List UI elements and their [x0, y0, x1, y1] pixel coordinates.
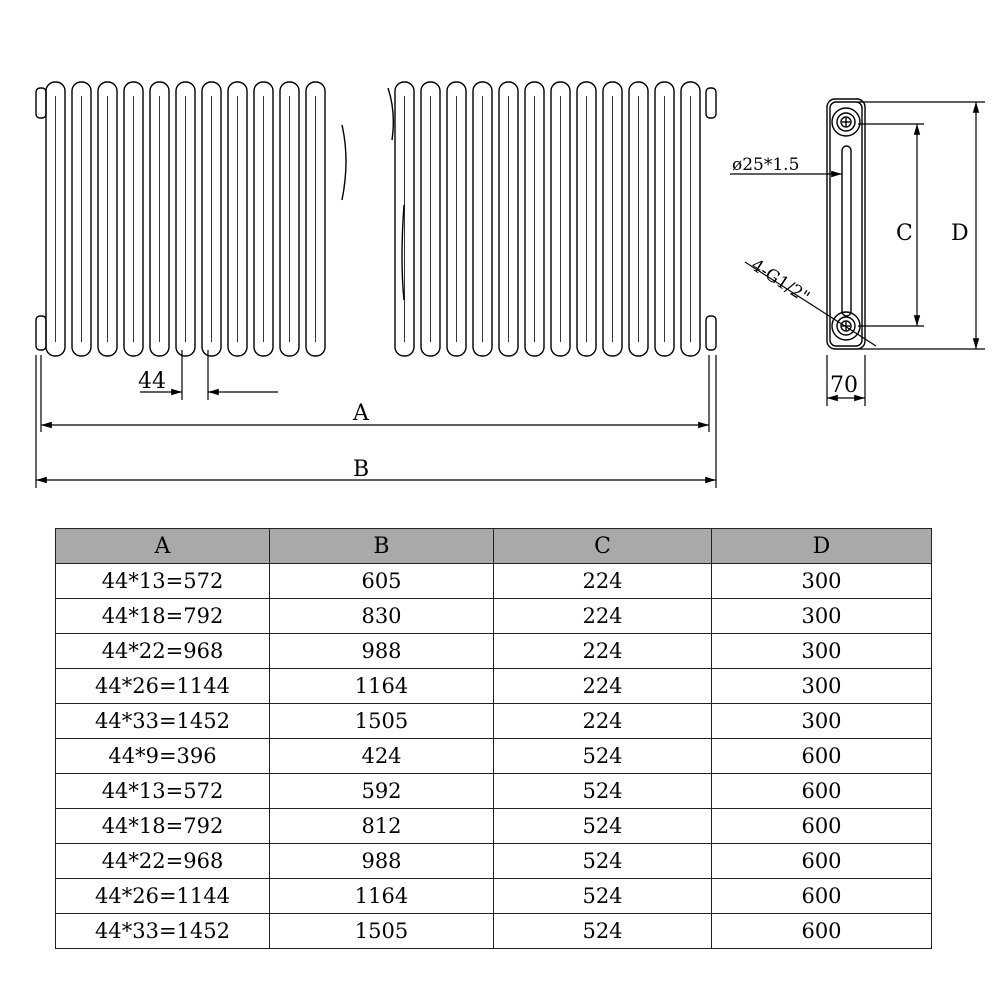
header-d: D — [712, 529, 932, 564]
connection-label: 4-G1/2" — [747, 255, 813, 308]
radiator-column — [202, 82, 221, 356]
radiator-column — [124, 82, 143, 356]
radiator-column — [98, 82, 117, 356]
radiator-column — [421, 82, 440, 356]
cell-a: 44*33=1452 — [56, 704, 270, 739]
side-slot — [842, 146, 851, 316]
radiator-column — [681, 82, 700, 356]
table-row — [56, 704, 932, 739]
cell-b: 424 — [270, 739, 494, 774]
radiator-column — [72, 82, 91, 356]
cell-a: 44*33=1452 — [56, 914, 270, 949]
cell-d: 300 — [712, 669, 932, 704]
header-a: A — [56, 529, 270, 564]
radiator-column — [551, 82, 570, 356]
table-header-row — [56, 529, 932, 564]
cell-d: 300 — [712, 599, 932, 634]
radiator-column — [629, 82, 648, 356]
radiator-column — [176, 82, 195, 356]
cell-c: 524 — [494, 739, 712, 774]
cell-a: 44*9=396 — [56, 739, 270, 774]
cell-c: 224 — [494, 564, 712, 599]
cell-a: 44*22=968 — [56, 844, 270, 879]
radiator-column — [473, 82, 492, 356]
cell-b: 830 — [270, 599, 494, 634]
radiator-column — [280, 82, 299, 356]
radiator-column — [577, 82, 596, 356]
radiator-column — [499, 82, 518, 356]
cell-b: 988 — [270, 634, 494, 669]
cell-d: 300 — [712, 564, 932, 599]
cell-c: 224 — [494, 599, 712, 634]
header-c: C — [494, 529, 712, 564]
cell-a: 44*26=1144 — [56, 879, 270, 914]
front-view — [36, 82, 716, 356]
table-row — [56, 844, 932, 879]
cell-b: 1505 — [270, 914, 494, 949]
side-dimensions — [730, 102, 985, 406]
header-b: B — [270, 529, 494, 564]
radiator-column — [603, 82, 622, 356]
cell-d: 600 — [712, 809, 932, 844]
cell-a: 44*26=1144 — [56, 669, 270, 704]
cell-b: 1505 — [270, 704, 494, 739]
table-row — [56, 634, 932, 669]
cell-c: 224 — [494, 669, 712, 704]
cell-d: 600 — [712, 914, 932, 949]
table-row — [56, 739, 932, 774]
cell-b: 812 — [270, 809, 494, 844]
cell-b: 1164 — [270, 669, 494, 704]
radiator-left-section — [46, 82, 325, 356]
cell-d: 300 — [712, 634, 932, 669]
cell-b: 605 — [270, 564, 494, 599]
cell-c: 224 — [494, 634, 712, 669]
table-row — [56, 669, 932, 704]
cell-c: 224 — [494, 704, 712, 739]
cell-d: 600 — [712, 879, 932, 914]
radiator-column — [525, 82, 544, 356]
cell-c: 524 — [494, 879, 712, 914]
cell-c: 524 — [494, 844, 712, 879]
cell-d: 600 — [712, 844, 932, 879]
radiator-column — [46, 82, 65, 356]
table-row — [56, 774, 932, 809]
spec-table — [55, 528, 932, 949]
cell-b: 592 — [270, 774, 494, 809]
cell-d: 300 — [712, 704, 932, 739]
radiator-column — [447, 82, 466, 356]
radiator-column — [655, 82, 674, 356]
width-label-a: A — [353, 401, 369, 426]
pipe-label: ø25*1.5 — [732, 155, 800, 175]
pitch-label: 44 — [138, 369, 166, 394]
table-row — [56, 564, 932, 599]
table-row — [56, 914, 932, 949]
cell-a: 44*18=792 — [56, 809, 270, 844]
cell-d: 600 — [712, 739, 932, 774]
radiator-right-section — [395, 82, 700, 356]
cell-a: 44*18=792 — [56, 599, 270, 634]
radiator-column — [150, 82, 169, 356]
cell-b: 988 — [270, 844, 494, 879]
cell-a: 44*13=572 — [56, 774, 270, 809]
cell-c: 524 — [494, 914, 712, 949]
table-row — [56, 599, 932, 634]
table-row — [56, 809, 932, 844]
end-caps — [36, 88, 716, 350]
center-label: C — [896, 221, 913, 246]
side-view — [827, 99, 865, 349]
cell-c: 524 — [494, 809, 712, 844]
cell-b: 1164 — [270, 879, 494, 914]
radiator-column — [228, 82, 247, 356]
cell-a: 44*13=572 — [56, 564, 270, 599]
radiator-column — [254, 82, 273, 356]
radiator-column — [306, 82, 325, 356]
table-row — [56, 879, 932, 914]
depth-label: 70 — [830, 373, 858, 398]
cell-d: 600 — [712, 774, 932, 809]
cell-c: 524 — [494, 774, 712, 809]
cell-a: 44*22=968 — [56, 634, 270, 669]
width-label-b: B — [353, 457, 370, 482]
radiator-column — [395, 82, 414, 356]
height-label: D — [951, 221, 969, 246]
